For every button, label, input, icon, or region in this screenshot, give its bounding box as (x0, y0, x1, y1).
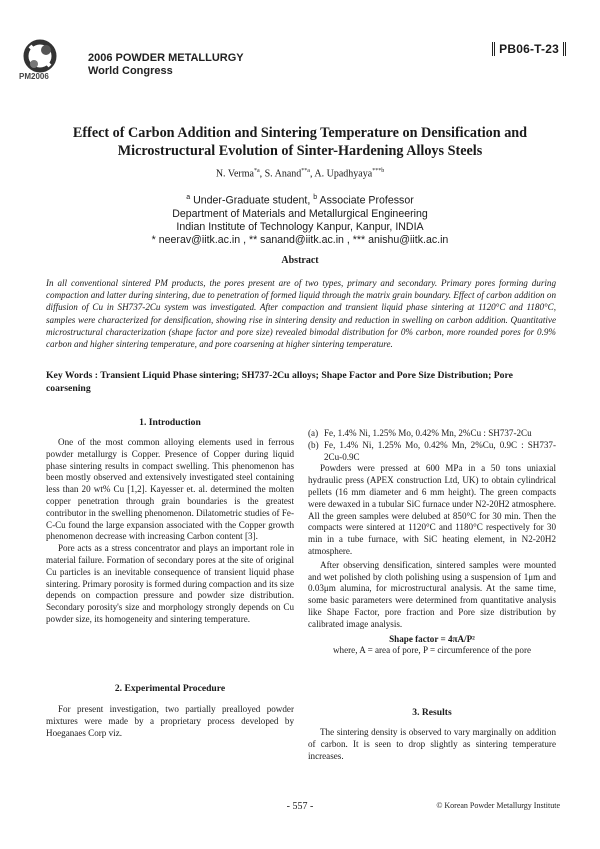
author-3-sup: ***b (372, 168, 385, 174)
affiliation-line2: Department of Materials and Metallurgical Engineering (172, 207, 428, 220)
author-1: N. Verma (215, 168, 254, 180)
conference-line2: World Congress (88, 65, 173, 77)
abstract-text: In all conventional sintered PM products, the pores present are of two types, primary and secondary. Primary pores forming during compaction and latter during sintering, due to penetration of formed liquid through the matrix grain boundary. Effect of carbon addition on diffusion of Cu in SH737-2Cu system was investigated. After compaction and transient liquid phase sintering at 1120°C and 1180°C, samples were characterized for densification, showing rise in sintering density and reduction in swelling on carbon addition. Quantitative microstructural characterization (shape factor and pore size) revealed bimodal distribution for 0% carbon, more rounded pores for 0.9% carbon and higher sintering temperature, and pore coarsening at higher sintering temperature. (46, 278, 556, 350)
author-2: S. Anand (264, 168, 302, 180)
conference-line1: 2006 POWDER METALLURGY (88, 52, 244, 64)
conference-title (88, 52, 244, 78)
affiliation-line3: Indian Institute of Technology Kanpur, Kanpur, INDIA (176, 220, 424, 233)
affiliation-b: Associate Professor (319, 194, 414, 207)
title-line1: Effect of Carbon Addition and Sintering Temperature on Densification and (72, 125, 528, 141)
paper-title (40, 124, 560, 160)
list-item-text: Fe, 1.4% Ni, 1.25% Mo, 0.42% Mn, 2%Cu, 0.9C : SH737-2Cu-0.9C (324, 439, 556, 462)
author-list: N. Verma$^{*a}$, S. Anand$^{**a}$, A. Upadhyaya$^{***b}$ (215, 168, 385, 180)
results-section (308, 727, 556, 762)
results-paragraph-1: The sintering density is observed to vary marginally on addition of carbon. It is seen to drop slightly as sintering temperature increases. (308, 727, 556, 761)
abstract-heading: Abstract (281, 255, 319, 266)
intro-heading: 1. Introduction (139, 417, 201, 428)
keywords: Key Words : Transient Liquid Phase sintering; SH737-2Cu alloys; Shape Factor and Pore Size Distribution; Pore coarsening (46, 370, 513, 394)
list-item-label: (b) (308, 439, 319, 450)
author-1-sup: *a (253, 168, 260, 174)
intro-paragraph-2: Pore acts as a stress concentrator and plays an important role in material failure. Formation of secondary pores at the site of original Cu particles is an inevitable consequence of transient liquid phase sintering. Primary porosity is formed during compaction and its size depends on compaction pressure and powder size distribution. Secondary porosity's size and morphology strongly depends on Cu powder size, its homogeneity and sintering temperature. (46, 543, 295, 624)
list-item-text: Fe, 1.4% Ni, 1.25% Mo, 0.42% Mn, 2%Cu : SH737-2Cu (324, 428, 532, 438)
author-2-sup: **a (301, 168, 310, 174)
list-item (308, 428, 556, 440)
affiliation-a: Under-Graduate student, (193, 194, 311, 207)
experimental-heading: 2. Experimental Procedure (114, 683, 226, 694)
paper-id-badge: PB06-T-23 (492, 42, 566, 56)
experimental-paragraph-1: For present investigation, two partially prealloyed powder mixtures were made by a proprietary process developed by Hoeganaes Corp viz. (46, 704, 294, 738)
experimental-section (46, 704, 294, 739)
method-paragraph-1: Powders were pressed at 600 MPa in a 50 tons uniaxial hydraulic press (APEX construction Ltd, UK) to obtain cylindrical pellets (16 mm diameter and 6 mm height). The green compacts were dewaxed in a tubular SiC furnace under N2-20H2 atmosphere. All the green samples were delubed at 850°C for 30 min. Then the compacts were sintered at 1120°C and 1180°C respectively for 30 min in a tube furnace, with SiC heating element, in N2-20H2 atmosphere. (308, 463, 556, 556)
list-item (308, 440, 556, 464)
affiliation-line1: $^a$ Under-Graduate student, $^b$ Associate Professor (186, 194, 414, 207)
author-3: A. Upadhyaya (314, 168, 373, 180)
shape-factor-formula: Shape factor = 4πA/P² (389, 633, 475, 644)
copyright-notice: © Korean Powder Metallurgy Institute (436, 801, 560, 810)
intro-section (46, 437, 294, 626)
right-column (308, 428, 556, 657)
intro-paragraph-1: One of the most common alloying elements used in ferrous powder metallurgy is Copper. Presence of Copper during liquid phase sintering results in compact swelling. This phenomenon has been mostly observed and extensively investigated steel containing less than 20 wt% Cu [1,2]. Kayesser et. al. determined the molten copper penetration through grain boundaries is the greatest contributor in the swelling phenomenon. Dilatometric studies of Fe-C-Cu found the large expansion associated with the Copper growth phenomenon decrease with increasing Carbon content [3]. (46, 437, 294, 542)
page-number: - 557 - (286, 801, 314, 812)
logo-text: PM2006 (19, 72, 49, 81)
results-heading: 3. Results (412, 707, 452, 718)
title-line2: Microstructural Evolution of Sinter-Hardening Alloys Steels (117, 143, 483, 159)
affiliation-block (40, 191, 560, 247)
method-paragraph-2: After observing densification, sintered samples were mounted and wet polished by cloth polishing using a suspension of 1μm and 0.03μm alumina, for microstructural analysis. At the same time, some basic parameters were determined from quantitative analysis like Shape Factor, pore fraction and Pore size distribution by calibrated image analysis. (308, 559, 556, 629)
formula-definition: where, A = area of pore, P = circumference of the pore (332, 645, 532, 656)
affiliation-emails: * neerav@iitk.ac.in , ** sanand@iitk.ac.in , *** anishu@iitk.ac.in (151, 233, 449, 246)
list-item-label: (a) (308, 428, 319, 438)
